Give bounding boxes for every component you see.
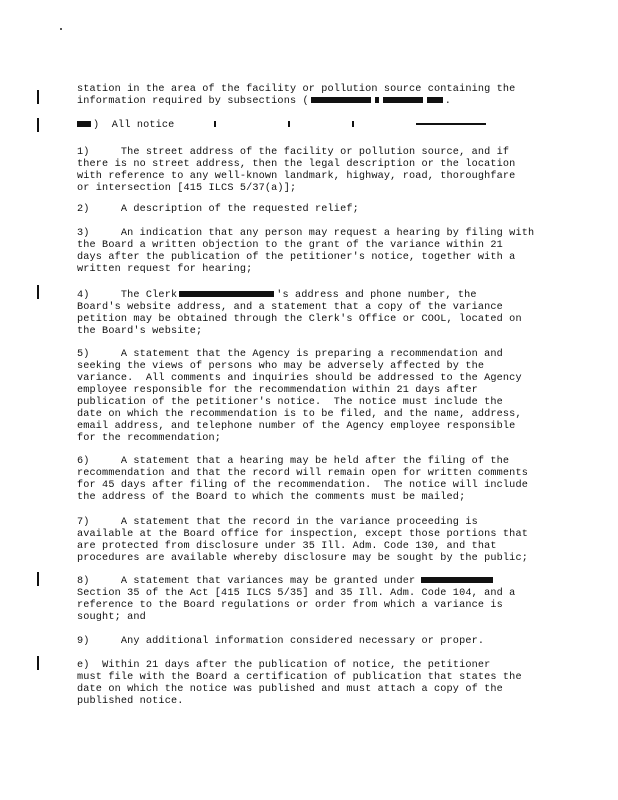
notice-header: ) All notice (77, 120, 547, 132)
item-4-line: 4) The Clerk 's address and phone number, the (77, 290, 477, 301)
item-6-line: for 45 days after filing of the recommendation. The notice will include (77, 480, 528, 491)
redaction (311, 97, 371, 103)
item-3-line: 3) An indication that any person may request a hearing by filing with (77, 228, 535, 239)
item-8-line: sought; and (77, 612, 146, 623)
redaction (427, 97, 443, 103)
item-1-line: there is no street address, then the legal description or the location (77, 159, 516, 170)
change-bar (37, 118, 39, 132)
item-7-line: 7) A statement that the record in the variance proceeding is (77, 517, 478, 528)
item-3-line: written request for hearing; (77, 264, 253, 275)
item-5-line: for the recommendation; (77, 433, 222, 444)
intro-line: station in the area of the facility or pollution source containing the (77, 84, 516, 95)
item-4-line: the Board's website; (77, 326, 203, 337)
item-5-line: seeking the views of persons who may be adversely affected by the (77, 361, 485, 372)
change-bar (37, 656, 39, 670)
item-1-line: with reference to any well-known landmark, highway, road, thoroughfare (77, 171, 516, 182)
item-7-line: are protected from disclosure under 35 Ill. Adm. Code 130, and that (77, 541, 497, 552)
closing-line: published notice. (77, 696, 184, 707)
item-4-line: petition may be obtained through the Clerk's Office or COOL, located on (77, 314, 522, 325)
item-2-line: 2) A description of the requested relief; (77, 204, 359, 215)
redaction (375, 97, 379, 103)
item-3-line: the Board a written objection to the grant of the variance within 21 (77, 240, 503, 251)
item-9-line: 9) Any additional information considered necessary or proper. (77, 636, 485, 647)
closing-line: e) Within 21 days after the publication of notice, the petitioner (77, 660, 491, 671)
redaction (416, 123, 486, 125)
item-6-line: recommendation and that the record will remain open for written comments (77, 468, 528, 479)
redaction (421, 577, 493, 583)
item-3-line: days after the publication of the petitioner's notice, together with a (77, 252, 516, 263)
redaction (214, 121, 216, 127)
intro-line: information required by subsections ( . (77, 96, 452, 107)
item-4-line: Board's website address, and a statement that a copy of the variance (77, 302, 503, 313)
item-7-line: procedures are available whereby disclosure may be sought by the public; (77, 553, 528, 564)
change-bar (37, 285, 39, 299)
item-1-line: or intersection [415 ILCS 5/37(a)]; (77, 183, 297, 194)
redaction (288, 121, 290, 127)
item-5-line: variance. All comments and inquiries should be addressed to the Agency (77, 373, 522, 384)
item-5-line: publication of the petitioner's notice. The notice must include the (77, 397, 503, 408)
item-5-line: 5) A statement that the Agency is preparing a recommendation and (77, 349, 503, 360)
redaction (179, 291, 274, 297)
redaction (77, 121, 91, 127)
change-bar (37, 572, 39, 586)
item-6-line: 6) A statement that a hearing may be held after the filing of the (77, 456, 510, 467)
item-6-line: the address of the Board to which the comments must be mailed; (77, 492, 466, 503)
redaction (383, 97, 423, 103)
redaction (352, 121, 354, 127)
item-5-line: date on which the recommendation is to be filed, and the name, address, (77, 409, 522, 420)
change-bar (37, 90, 39, 104)
item-8-line: 8) A statement that variances may be granted under (77, 576, 547, 588)
item-5-line: employee responsible for the recommendation within 21 days after (77, 385, 478, 396)
closing-line: date on which the notice was published and must attach a copy of the (77, 684, 503, 695)
item-8-line: reference to the Board regulations or order from which a variance is (77, 600, 503, 611)
item-7-line: available at the Board office for inspection, except those portions that (77, 529, 528, 540)
item-1-line: 1) The street address of the facility or pollution source, and if (77, 147, 510, 158)
item-5-line: email address, and telephone number of the Agency employee responsible (77, 421, 516, 432)
scan-speck (60, 28, 62, 30)
closing-line: must file with the Board a certification of publication that states the (77, 672, 522, 683)
item-8-line: Section 35 of the Act [415 ILCS 5/35] and 35 Ill. Adm. Code 104, and a (77, 588, 516, 599)
